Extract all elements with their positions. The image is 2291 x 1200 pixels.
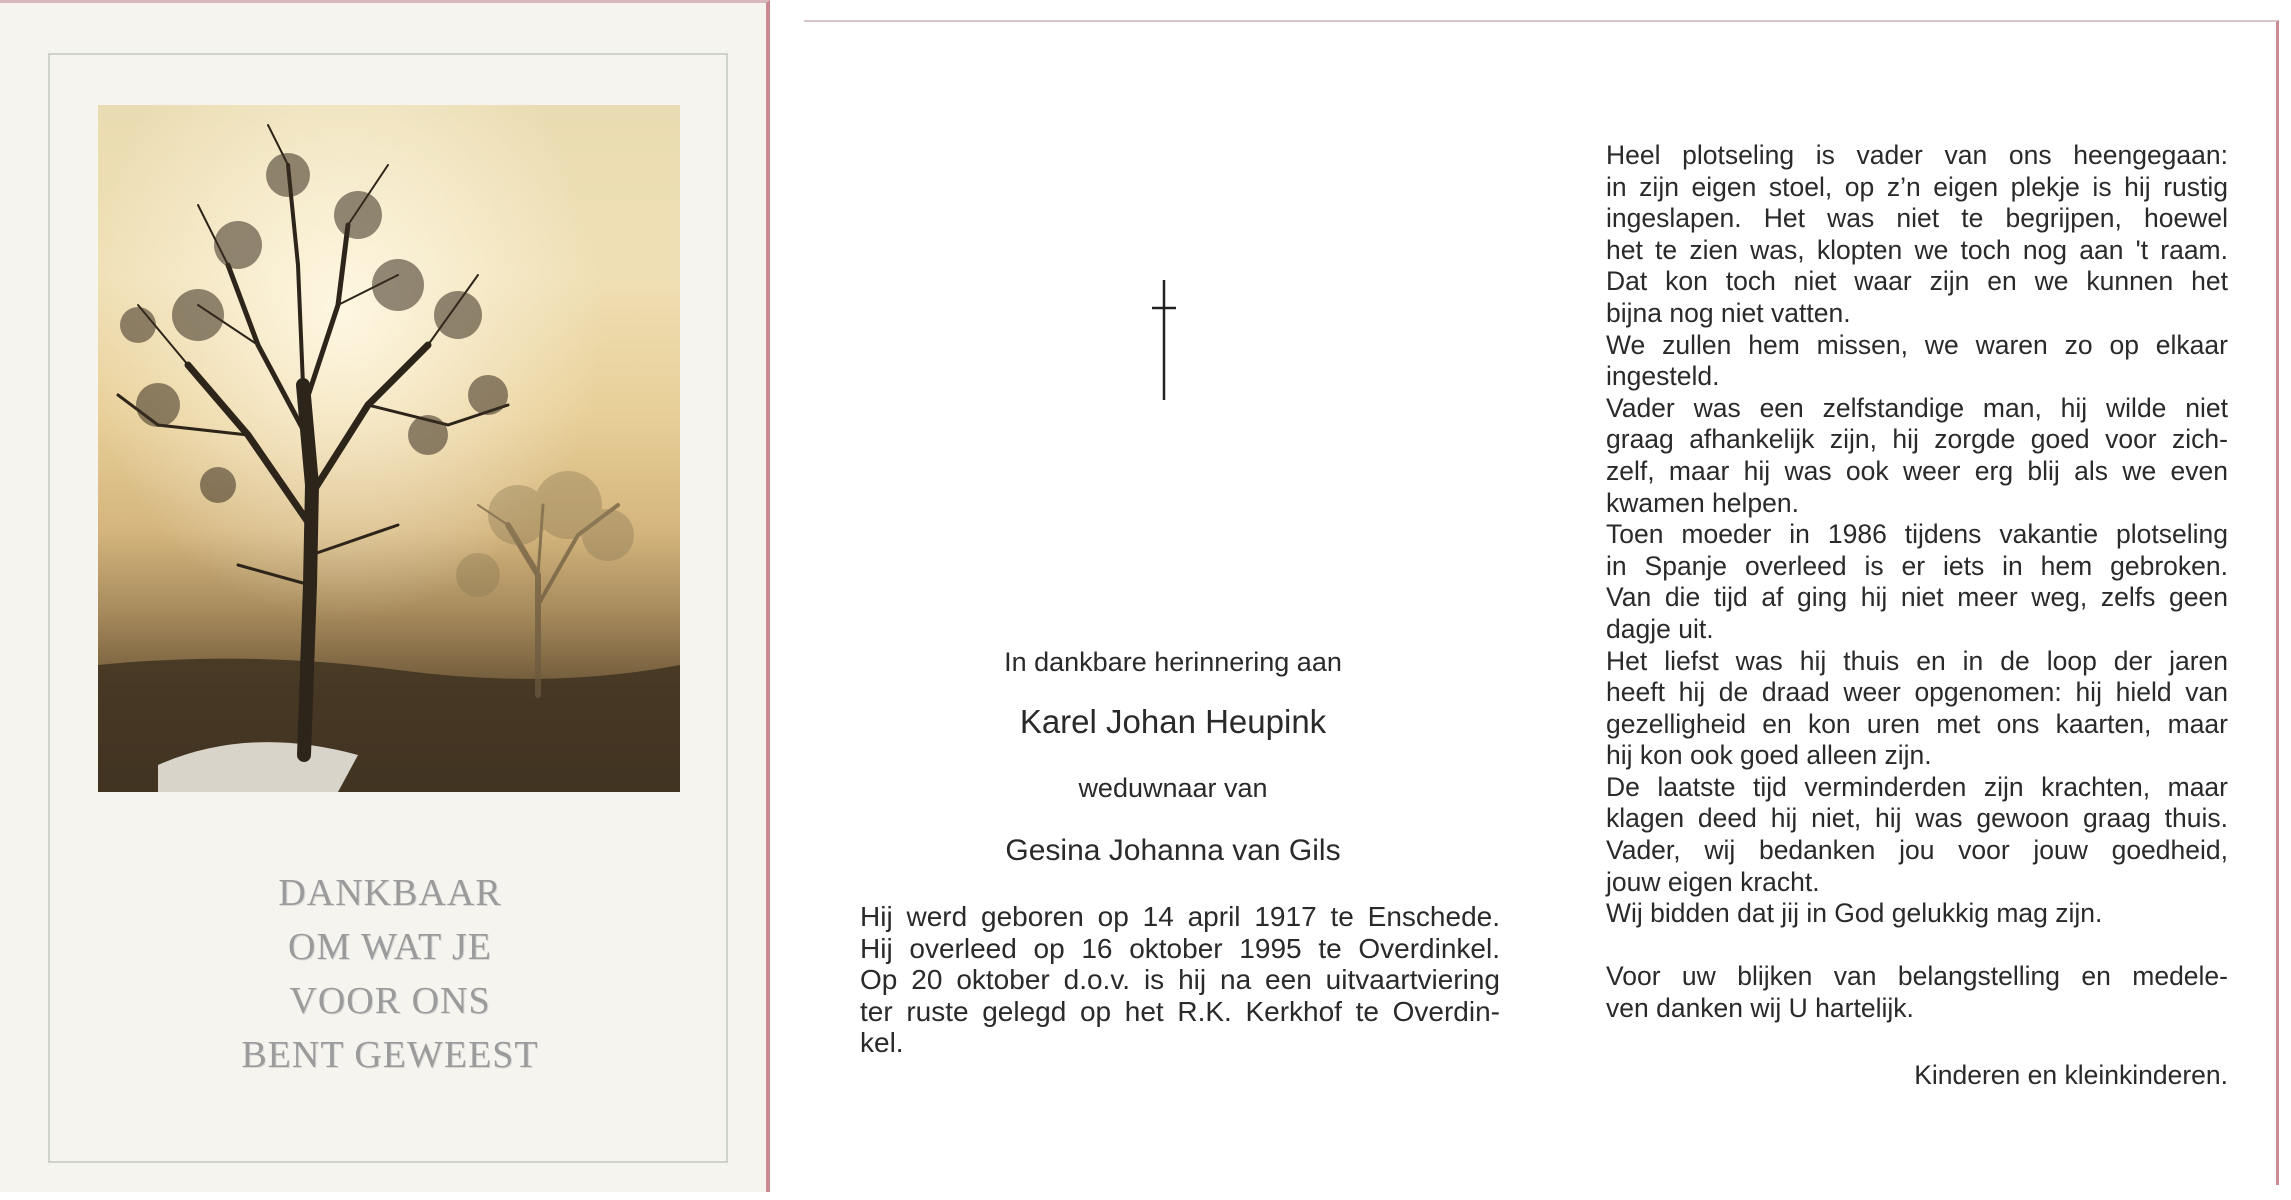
motto-line: BENT GEWEEST xyxy=(241,1034,539,1076)
poem-line: heeft hij de draad weer opgenomen: hij hield van xyxy=(1606,677,2228,708)
biography xyxy=(860,901,1500,1059)
bio-line: Op 20 oktober d.o.v. is hij na een uitvaartviering xyxy=(860,964,1500,995)
motto-line: OM WAT JE xyxy=(288,926,492,968)
memorial-text xyxy=(1606,140,2228,1025)
poem-line: zelf, maar hij was ook weer erg blij als we even xyxy=(1606,455,2228,486)
poem-line: in zijn eigen stoel, op z’n eigen plekje is hij rustig xyxy=(1606,171,2228,202)
tree-illustration xyxy=(98,105,680,792)
thanks-line: ven danken wij U hartelijk. xyxy=(1606,993,1914,1024)
poem-line: het te zien was, klopten we toch nog aan 't raam. xyxy=(1606,234,2228,265)
bio-line: kel. xyxy=(860,1027,904,1058)
poem-line: ingeslapen. Het was niet te begrijpen, hoewel xyxy=(1606,203,2228,234)
poem-line: gezelligheid en kon uren met ons kaarten, maar xyxy=(1606,708,2228,739)
poem-line: jouw eigen kracht. xyxy=(1606,866,1820,897)
poem-line: graag afhankelijk zijn, hij zorgde goed voor zich- xyxy=(1606,424,2228,455)
poem-line: De laatste tijd verminderden zijn krachten, maar xyxy=(1606,771,2228,802)
poem-line: ingesteld. xyxy=(1606,361,1720,392)
tree-photo xyxy=(98,105,680,792)
poem-line: hij kon ook goed alleen zijn. xyxy=(1606,740,1932,771)
poem-line: We zullen hem missen, we waren zo op elkaar xyxy=(1606,329,2228,360)
dedication-intro: In dankbare herinnering aan xyxy=(1004,647,1342,677)
poem-line: klagen deed hij niet, hij was gewoon graag thuis. xyxy=(1606,803,2228,834)
poem-line: in Spanje overleed is er iets in hem gebroken. xyxy=(1606,550,2228,581)
bio-line: ter ruste gelegd op het R.K. Kerkhof te Overdin- xyxy=(860,995,1500,1027)
thanks-line: Voor uw blijken van belangstelling en medele- xyxy=(1606,961,2228,992)
bio-line: Hij werd geboren op 14 april 1917 te Enschede. xyxy=(860,901,1500,932)
motto xyxy=(160,866,620,1082)
spacer xyxy=(1606,930,2228,962)
poem-line: Vader was een zelfstandige man, hij wilde niet xyxy=(1606,392,2228,423)
deceased-name: Karel Johan Heupink xyxy=(1019,703,1327,740)
poem-line: Van die tijd af ging hij niet meer weg, zelfs geen xyxy=(1606,582,2228,613)
widower-label: weduwnaar van xyxy=(1078,773,1268,803)
poem-line: kwamen helpen. xyxy=(1606,487,1799,518)
cross-icon xyxy=(1152,280,1176,400)
signature: Kinderen en kleinkinderen. xyxy=(1914,1060,2228,1090)
motto-line: DANKBAAR xyxy=(278,872,502,914)
spouse-name: Gesina Johanna van Gils xyxy=(1005,834,1341,867)
poem-line: Het liefst was hij thuis en in de loop der jaren xyxy=(1606,645,2228,676)
poem-line: Dat kon toch niet waar zijn en we kunnen het xyxy=(1606,266,2228,297)
poem-line: bijna nog niet vatten. xyxy=(1606,297,1851,328)
poem-line: Vader, wij bedanken jou voor jouw goedheid, xyxy=(1606,835,2228,866)
poem-line: Wij bidden dat jij in God gelukkig mag zijn. xyxy=(1606,898,2103,929)
poem-line: dagje uit. xyxy=(1606,613,1714,644)
motto-line: VOOR ONS xyxy=(289,980,491,1022)
poem-line: Toen moeder in 1986 tijdens vakantie plotseling xyxy=(1606,519,2228,550)
bio-line: Hij overleed op 16 oktober 1995 te Overdinkel. xyxy=(860,932,1500,964)
poem-line: Heel plotseling is vader van ons heengegaan: xyxy=(1606,140,2228,170)
